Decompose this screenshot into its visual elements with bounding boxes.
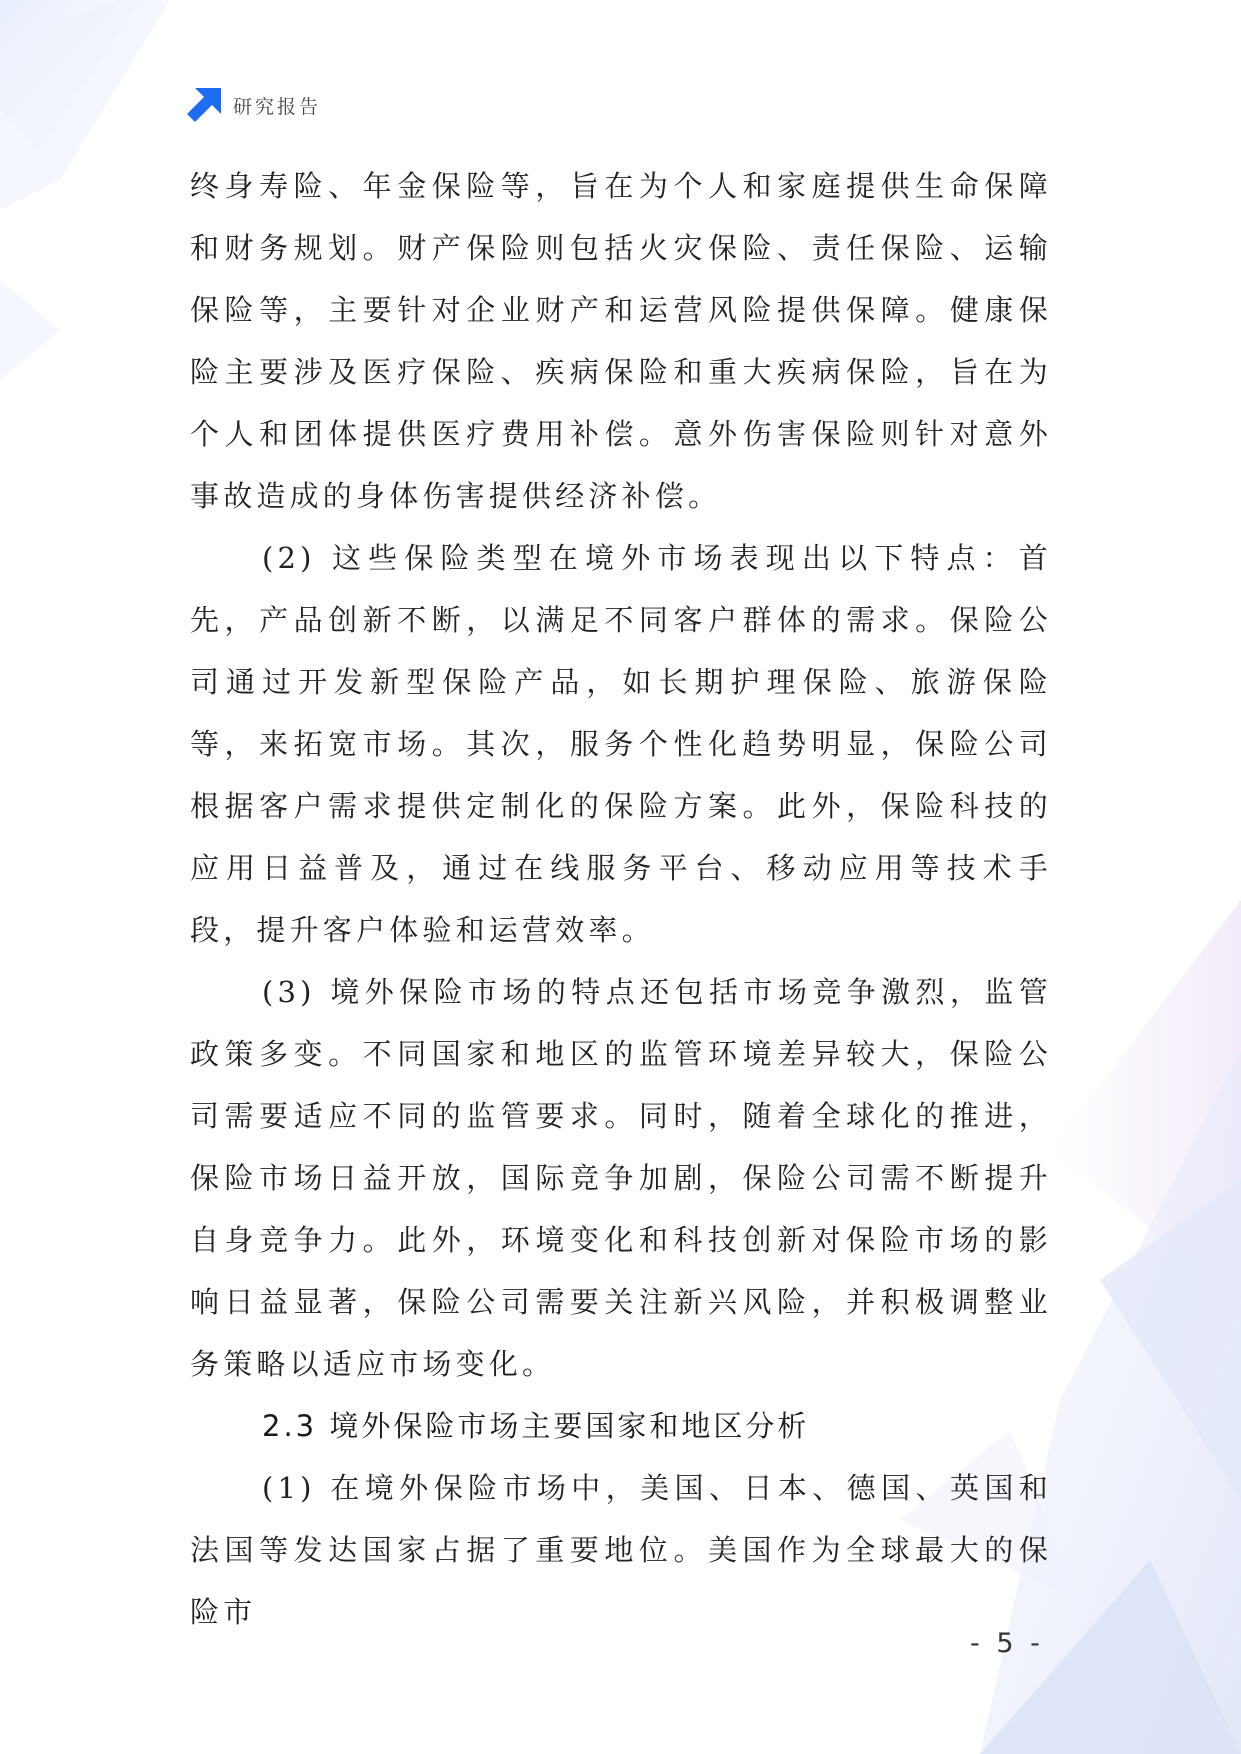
- page-number: - 5 -: [970, 1628, 1044, 1659]
- arrow-up-right-icon: [187, 88, 221, 122]
- document-body: [190, 155, 1052, 1643]
- paragraph-continuation: 终身寿险、年金保险等，旨在为个人和家庭提供生命保障和财务规划。财产保险则包括火灾保险、责任保险、运输保险等，主要针对企业财产和运营风险提供保障。健康保险主要涉及医疗保险、疾病保险和重大疾病保险，旨在为个人和团体提供医疗费用补偿。意外伤害保险则针对意外事故造成的身体伤害提供经济补偿。: [190, 169, 1052, 513]
- header-title: 研究报告: [233, 95, 322, 118]
- page-header: [187, 88, 321, 122]
- section-heading: 2.3 境外保险市场主要国家和地区分析: [262, 1409, 810, 1443]
- section-paragraph-1: (1) 在境外保险市场中，美国、日本、德国、英国和法国等发达国家占据了重要地位。美国作为全球最大的保险市: [190, 1471, 1052, 1629]
- paragraph-point-2: (2) 这些保险类型在境外市场表现出以下特点：首先，产品创新不断，以满足不同客户群体的需求。保险公司通过开发新型保险产品，如长期护理保险、旅游保险等，来拓宽市场。其次，服务个性化趋势明显，保险公司根据客户需求提供定制化的保险方案。此外，保险科技的应用日益普及，通过在线服务平台、移动应用等技术手段，提升客户体验和运营效率。: [190, 541, 1052, 947]
- paragraph-point-3: (3) 境外保险市场的特点还包括市场竞争激烈，监管政策多变。不同国家和地区的监管环境差异较大，保险公司需要适应不同的监管要求。同时，随着全球化的推进，保险市场日益开放，国际竞争加剧，保险公司需不断提升自身竞争力。此外，环境变化和科技创新对保险市场的影响日益显著，保险公司需要关注新兴风险，并积极调整业务策略以适应市场变化。: [190, 975, 1052, 1381]
